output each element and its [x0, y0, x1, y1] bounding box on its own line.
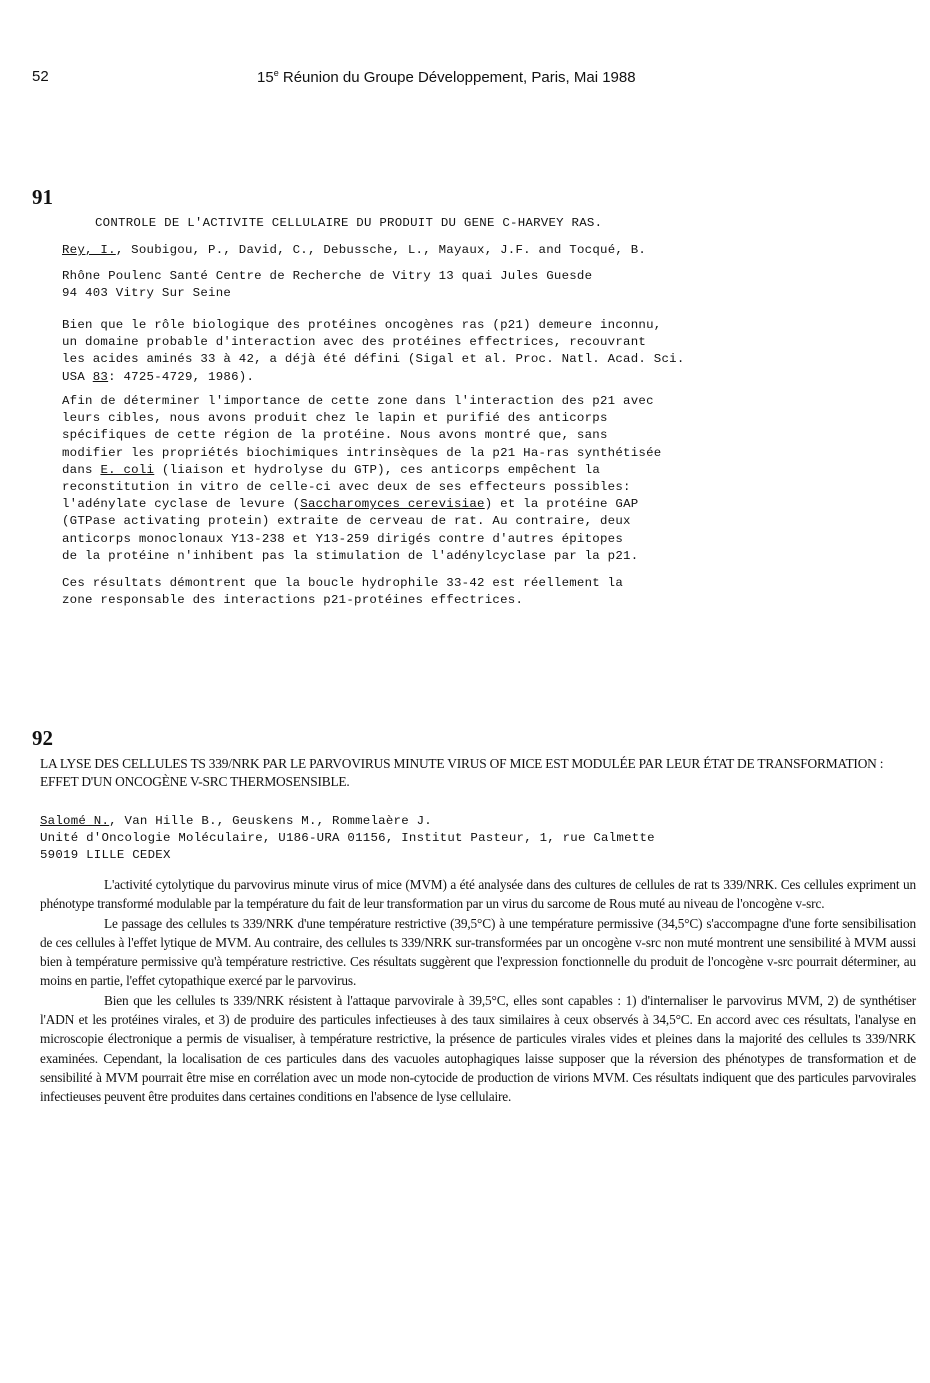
- text-run: Bien que le rôle biologique des protéines oncogènes ras (p21) demeure inconnu, un domaine probable d'interaction avec des protéines effectrices, recouvrant les acides aminés 33 à 42, a déjà été défini (Sigal et al. Proc. Natl. Acad. Sci. USA: [62, 318, 685, 384]
- presenting-author: Rey, I.: [62, 243, 116, 257]
- co-authors: , Soubigou, P., David, C., Debussche, L., Mayaux, J.F. and Tocqué, B.: [115, 243, 647, 257]
- abstract-92-title: LA LYSE DES CELLULES TS 339/NRK PAR LE PARVOVIRUS MINUTE VIRUS OF MICE EST MODULÉE PAR LEUR ÉTAT DE TRANSFORMATION : EFFET D'UN ONCOGÈNE V-SRC THERMOSENSIBLE.: [40, 756, 884, 789]
- affiliation-line: Rhône Poulenc Santé Centre de Recherche de Vitry 13 quai Jules Guesde: [62, 269, 593, 283]
- abstract-number-91: 91: [32, 185, 53, 209]
- text-run: (liaison et hydrolyse du GTP), ces anticorps empêchent la reconstitution in vitro de celle-ci avec deux de ses effecteurs possibles: l'adénylate cyclase de levure (: [62, 462, 631, 512]
- running-title-superscript: e: [273, 68, 279, 78]
- abstract-91-paragraph-1: [62, 317, 882, 386]
- co-authors: , Van Hille B., Geuskens M., Rommelaère J.: [109, 814, 432, 828]
- abstract-92-paragraph-2: Le passage des cellules ts 339/NRK d'une température restrictive (39,5°C) à une température permissive (34,5°C) s'accompagne d'une forte sensibilisation de ces cellules à l'effet lytique de MVM. Au contraire, des cellules ts 339/NRK sur-transformées par un oncogène v-src non muté montrent une sensibilité à MVM aussi bien à température permissive qu'à température restrictive. Ces résultats suggèrent que l'expression fonctionnelle du produit de l'oncogène v-src pourrait déterminer, au moins en partie, l'effet cytopathique exercé par le parvovirus.: [40, 915, 916, 989]
- abstract-92-body: [40, 875, 916, 1107]
- text-run: ) et la protéine GAP (GTPase activating protein) extraite de cerveau de rat. Au contraire, deux anticorps monoclonaux Y13-238 et Y13-259 dirigés contre d'autres épitopes de la protéine n'inhibent pas la stimulation de l'adénylcyclase par la p21.: [62, 497, 639, 563]
- abstract-92-paragraph-3: Bien que les cellules ts 339/NRK résistent à l'attaque parvovirale à 39,5°C, elles sont capables : 1) d'internaliser le parvovirus MVM, 2) de synthétiser l'ADN et les protéines virales, et 3) de produire des particules infectieuses à des taux similaires à ceux observés à 34,5°C. En accord avec ces résultats, l'analyse en microscopie électronique a permis de visualiser, à température restrictive, la présence de particules virales vides et pleines dans la majorité des cellules ts 339/NRK examinées. Cependant, la localisation de ces particules dans des vacuoles autophagiques laisse supposer que la réversion des phénotypes de transformation et de sensibilité à MVM pourrait être mise en corrélation avec un mode non-cytocide de production de virions MVM. Ces résultats indiquent que des particules parvovirales infectieuses peuvent être produites dans certaines conditions en l'absence de lyse cellulaire.: [40, 992, 916, 1105]
- abstract-92-authors: [40, 813, 432, 830]
- abstract-91-paragraph-2: [62, 393, 882, 565]
- affiliation-line: 94 403 Vitry Sur Seine: [62, 286, 232, 301]
- abstract-92-affiliation: [40, 830, 900, 864]
- page-number: 52: [32, 68, 49, 85]
- presenting-author: Salomé N.: [40, 814, 110, 828]
- text-run: Afin de déterminer l'importance de cette zone dans l'interaction des p21 avec leurs cibles, nous avons produit chez le lapin et purifié des anticorps spécifiques de cette région de la protéine. Nous avons montré que, sans modifier les propriétés biochimiques intrinsèques de la p21 Ha-ras synthétisée dans: [62, 394, 662, 477]
- abstract-number-92: 92: [32, 726, 53, 750]
- page-header: [32, 68, 898, 90]
- abstract-91-affiliation: [62, 268, 882, 302]
- abstract-91-paragraph-3: Ces résultats démontrent que la boucle hydrophile 33-42 est réellement la zone responsable des interactions p21-protéines effectrices.: [62, 576, 624, 608]
- abstract-91-title: CONTROLE DE L'ACTIVITE CELLULAIRE DU PRODUIT DU GENE C-HARVEY RAS.: [95, 216, 603, 230]
- abstract-91-authors: [62, 242, 646, 259]
- species-name: E. coli: [100, 462, 155, 477]
- journal-volume: 83: [92, 369, 109, 384]
- affiliation-line: Unité d'Oncologie Moléculaire, U186-URA 01156, Institut Pasteur, 1, rue Calmette: [40, 831, 655, 845]
- text-run: : 4725-4729, 1986).: [108, 369, 255, 384]
- running-title-prefix: 15: [257, 69, 274, 86]
- abstract-92-paragraph-1: L'activité cytolytique du parvovirus minute virus of mice (MVM) a été analysée dans des cultures de cellules de rat ts 339/NRK. Ces cellules expriment un phénotype transformé modulable par la température du fait de leur transformation par un virus du sarcome de Rous muté au niveau de l'oncogène v-src.: [40, 877, 916, 912]
- running-title: [257, 68, 636, 86]
- affiliation-line: 59019 LILLE CEDEX: [40, 848, 171, 863]
- running-title-text: Réunion du Groupe Développement, Paris, Mai 1988: [278, 69, 636, 86]
- species-name: Saccharomyces cerevisiae: [300, 497, 485, 512]
